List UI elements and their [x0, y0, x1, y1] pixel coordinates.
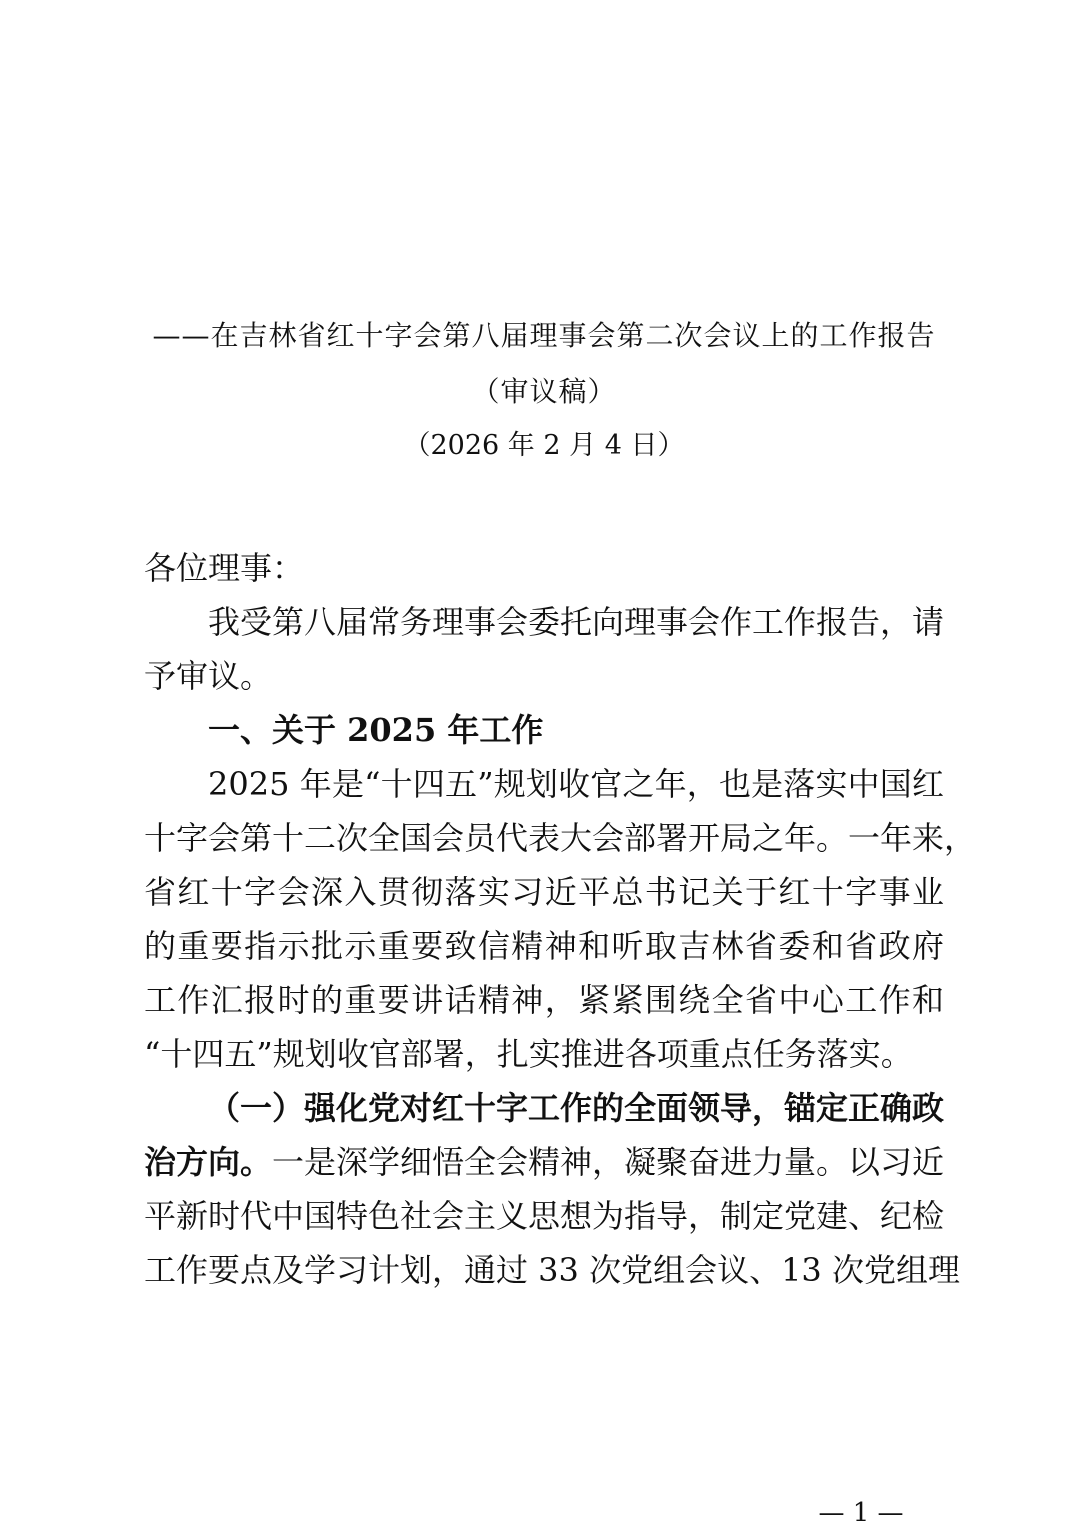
intro-line-1: 我受第八届常务理事会委托向理事会作工作报告，请	[208, 603, 945, 641]
salutation: 各位理事：	[144, 549, 305, 587]
report-date: （2026 年 2 月 4 日）	[403, 430, 685, 461]
paragraph-line-3: 省红十字会深入贯彻落实习近平总书记关于红十字事业	[144, 873, 944, 911]
draft-label: （审议稿）	[471, 375, 617, 408]
intro-line-2: 予审议。	[144, 657, 273, 695]
subsection-title-line-1: （一）强化党对红十字工作的全面领导，锚定正确政	[208, 1089, 945, 1127]
report-subtitle: ——在吉林省红十字会第八届理事会第二次会议上的工作报告	[152, 319, 936, 352]
subsection-line-3: 平新时代中国特色社会主义思想为指导，制定党建、纪检	[144, 1197, 945, 1235]
subsection-title-rest: 一是深学细悟全会精神，凝聚奋进力量。以习近	[272, 1143, 945, 1181]
subsection-title-line-2	[144, 1142, 944, 1182]
section-heading: 一、关于 2025 年工作	[208, 711, 544, 749]
paragraph-line-1: 2025 年是“十四五”规划收官之年，也是落实中国红	[208, 765, 944, 803]
paragraph-line-5: 工作汇报时的重要讲话精神，紧紧围绕全省中心工作和	[144, 981, 944, 1019]
paragraph-line-6: “十四五”规划收官部署，扎实推进各项重点任务落实。	[144, 1035, 913, 1073]
paragraph-line-4: 的重要指示批示重要致信精神和听取吉林省委和省政府	[144, 927, 944, 965]
subsection-title-bold: 治方向。	[144, 1143, 273, 1181]
subsection-line-4: 工作要点及学习计划，通过 33 次党组会议、13 次党组理	[144, 1251, 960, 1289]
paragraph-line-2: 十字会第十二次全国会员代表大会部署开局之年。一年来，	[144, 819, 977, 857]
page-number: — 1 —	[818, 1498, 904, 1528]
